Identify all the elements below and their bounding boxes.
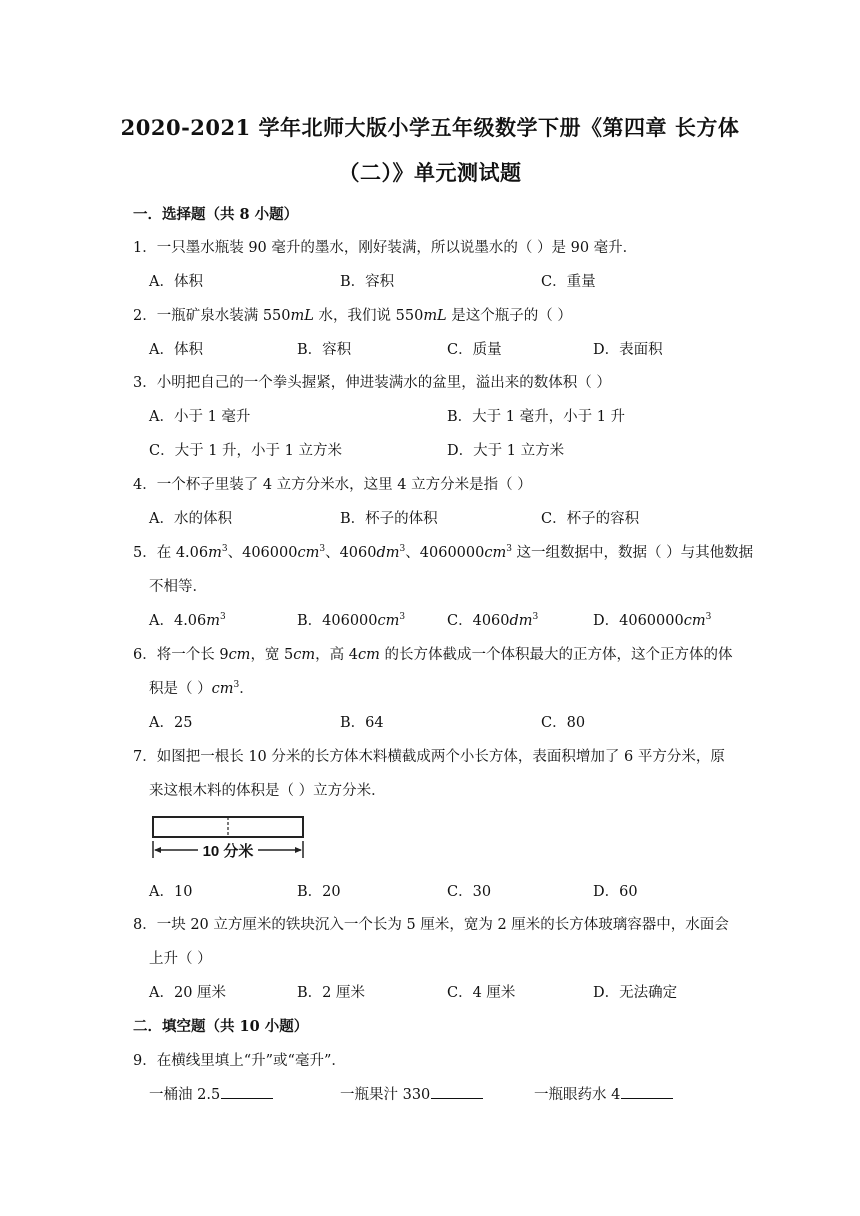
answer-blank[interactable] [221,1086,273,1099]
answer-blank[interactable] [431,1086,483,1099]
question-1-text: 1．一只墨水瓶装 90 毫升的墨水，刚好装满，所以说墨水的（ ）是 90 毫升． [133,240,638,256]
question-8-text: 8．一块 20 立方厘米的铁块沉入一个长为 5 厘米，宽为 2 厘米的长方体玻璃容器中，水面会 [133,917,729,933]
section-heading-choice: 一．选择题（共 8 小题） [133,206,299,223]
question-5-option-d: D．$4060000cm^3$ [593,612,712,629]
question-1-option-c: C．重量 [541,274,596,290]
question-9-item-3: 一瓶眼药水 4 [534,1083,673,1104]
question-9-item-1: 一桶油 2.5 [149,1083,273,1104]
question-1-option-b: B．容积 [340,274,395,290]
section-heading-fill-blank: 二．填空题（共 10 小题） [133,1018,309,1035]
question-7-text-line-2: 来这根木料的体积是（ ）立方分米． [149,783,386,799]
question-6-option-a: A．25 [149,715,193,731]
question-6-option-c: C．80 [541,715,586,731]
question-5-option-c: C．$4060dm^3$ [447,612,539,629]
dimension-arrow-right [295,847,302,853]
question-5-text: 5．在 $4.06m^3$、$406000cm^3$、$4060dm^3$、$4060000cm^3$ 这一组数据中，数据（ ）与其他数据 [133,544,754,561]
question-2-option-d: D．表面积 [593,342,663,358]
page-title-line-1: 2020-2021 学年北师大版小学五年级数学下册《第四章 长方体 [120,115,740,140]
question-6-option-b: B．64 [340,715,384,731]
answer-blank[interactable] [621,1086,673,1099]
question-7-option-a: A．10 [149,884,193,900]
question-3-option-a: A．小于 1 毫升 [149,409,251,425]
question-7-option-d: D．60 [593,884,638,900]
wood-beam-figure [150,812,308,862]
question-4-text: 4．一个杯子里装了 4 立方分米水，这里 4 立方分米是指（ ） [133,477,532,493]
figure-length-label: 10 分米 [202,843,254,860]
dimension-arrow-left [154,847,161,853]
question-8-option-b: B．2 厘米 [297,985,365,1001]
question-2-option-a: A．体积 [149,342,203,358]
question-5-option-b: B．$406000cm^3$ [297,612,406,629]
question-2-text: 2．一瓶矿泉水装满 550mL 水，我们说 550mL 是这个瓶子的（ ） [133,308,572,324]
question-3-option-b: B．大于 1 毫升，小于 1 升 [447,409,626,425]
question-6-text: 6．将一个长 9cm，宽 5cm，高 4cm 的长方体截成一个体积最大的正方体，这个正方体的体 [133,647,733,663]
question-2-option-c: C．质量 [447,342,502,358]
question-8-option-a: A．20 厘米 [149,985,227,1001]
question-3-text: 3．小明把自己的一个拳头握紧，伸进装满水的盆里，溢出来的数体积（ ） [133,375,611,391]
question-3-option-d: D．大于 1 立方米 [447,443,565,459]
question-5-option-a: A．$4.06m^3$ [149,612,226,629]
question-7-option-b: B．20 [297,884,341,900]
question-7-text: 7．如图把一根长 10 分米的长方体木料横截成两个小长方体，表面积增加了 6 平方分米，原 [133,749,725,765]
question-3-option-c: C．大于 1 升，小于 1 立方米 [149,443,342,459]
question-2-option-b: B．容积 [297,342,352,358]
question-1-option-a: A．体积 [149,274,203,290]
page-title-line-2: （二）》单元测试题 [338,160,522,185]
question-9-text: 9．在横线里填上“升”或“毫升”． [133,1053,346,1069]
question-7-option-c: C．30 [447,884,492,900]
question-5-text-line-2: 不相等． [149,579,207,595]
question-9-item-2: 一瓶果汁 330 [340,1083,483,1104]
question-6-text-line-2: 积是（ ）$cm^3$． [149,680,254,697]
question-8-option-c: C．4 厘米 [447,985,516,1001]
question-4-option-b: B．杯子的体积 [340,511,438,527]
question-4-option-a: A．水的体积 [149,511,232,527]
question-8-text-line-2: 上升（ ） [149,951,212,967]
question-8-option-d: D．无法确定 [593,985,678,1001]
question-4-option-c: C．杯子的容积 [541,511,640,527]
